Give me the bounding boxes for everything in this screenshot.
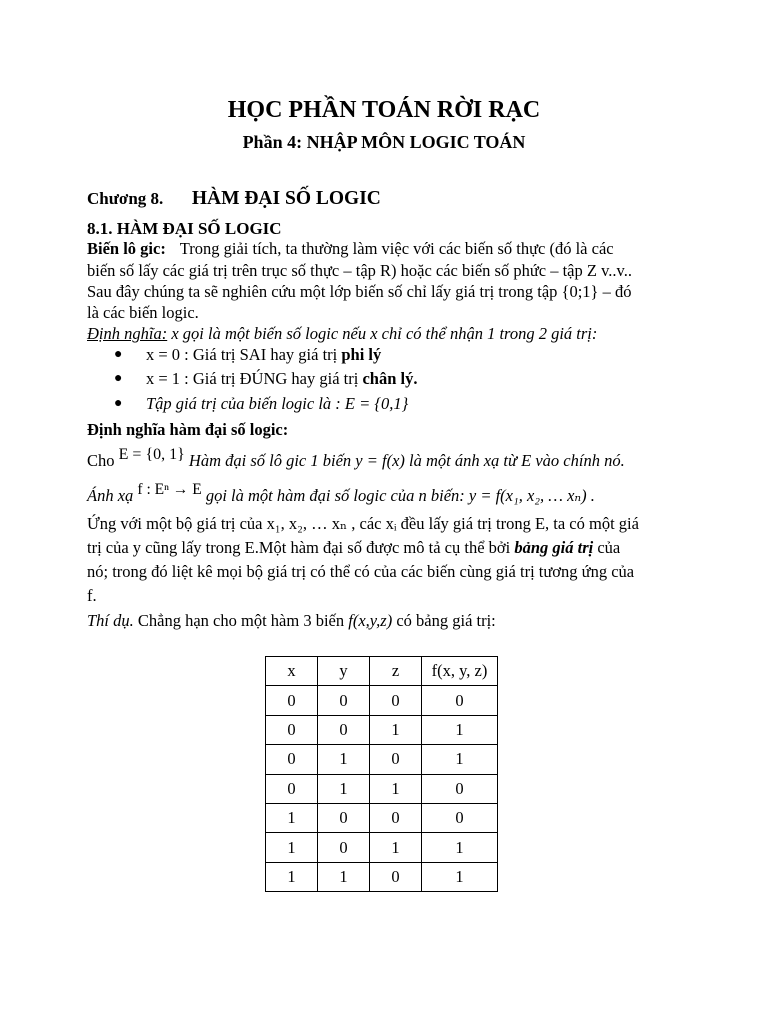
bullet-item-1: x = 0 : Giá trị SAI hay giá trị phi lý [146,345,382,364]
page-subtitle: Phần 4: NHẬP MÔN LOGIC TOÁN [242,132,526,152]
page-title: HỌC PHẦN TOÁN RỜI RẠC [227,97,541,123]
table-header-row [266,657,498,686]
table-cell: 0 [370,686,422,715]
intro-line-3: Sau đây chúng ta sẽ nghiên cứu một lớp biến số chỉ lấy giá trị trong tập {0;1} – đó [87,282,632,301]
section-heading: 8.1. HÀM ĐẠI SỐ LOGIC [87,219,282,238]
table-cell: 1 [370,833,422,862]
table-cell: 0 [266,745,318,774]
table-header-cell: y [318,657,370,686]
bullet-icon: ● [114,396,123,411]
chapter-heading [87,189,381,209]
table-cell: 0 [318,803,370,832]
function-def-heading: Định nghĩa hàm đại số logic: [87,420,289,439]
table-row [266,862,498,891]
table-header-cell: x [266,657,318,686]
definition: Định nghĩa: x gọi là một biến số logic nếu x chỉ có thể nhận 1 trong 2 giá trị: [87,324,598,343]
truth-table [265,656,498,892]
table-row [266,833,498,862]
table-cell: 1 [370,774,422,803]
table-header-cell: z [370,657,422,686]
table-cell: 1 [318,774,370,803]
table-cell: 0 [422,686,498,715]
table-cell: 0 [318,715,370,744]
function-def-p3: nó; trong đó liệt kê mọi bộ giá trị có thể có của các biến cùng giá trị tương ứng của [87,562,635,581]
function-def-line-2: Ánh xạ f : Eⁿ → E gọi là một hàm đại số logic của n biến: y = f(x₁, x₂, … xₙ) . [87,481,595,505]
table-cell: 0 [266,774,318,803]
table-row [266,803,498,832]
table-cell: 0 [318,833,370,862]
table-row [266,715,498,744]
table-cell: 0 [422,774,498,803]
table-cell: 1 [370,715,422,744]
table-cell: 1 [266,862,318,891]
table-row [266,745,498,774]
bullet-item-2: x = 1 : Giá trị ĐÚNG hay giá trị chân lý. [146,369,418,388]
table-cell: 1 [422,745,498,774]
table-cell: 1 [318,862,370,891]
function-def-line-1: Cho E = {0, 1} Hàm đại số lô gic 1 biến y = f(x) là một ánh xạ từ E vào chính nó. [87,446,625,470]
intro-term: Biến lô gic: [87,239,166,258]
function-def-p2: trị của y cũng lấy trong E.Một hàm đại số được mô tả cụ thể bởi bảng giá trị của [87,538,621,557]
bullet-icon: ● [114,347,123,362]
table-cell: 0 [266,686,318,715]
table-row [266,774,498,803]
table-cell: 0 [370,862,422,891]
definition-label: Định nghĩa: [87,324,168,343]
bullet-icon: ● [114,371,123,386]
table-header-cell: f(x, y, z) [422,657,498,686]
map-formula: f : Eⁿ → E [137,481,202,498]
function-def-p4: f. [87,586,97,605]
table-cell: 1 [318,745,370,774]
table-cell: 0 [422,803,498,832]
table-cell: 1 [266,803,318,832]
bullet-item-3: Tập giá trị của biến logic là : E = {0,1} [146,394,409,413]
intro-line-1: Biến lô gic: Trong giải tích, ta thường làm việc với các biến số thực (đó là các [87,239,614,258]
table-cell: 0 [370,745,422,774]
table-cell: 1 [266,833,318,862]
chapter-label: Chương 8. [87,189,164,208]
table-row [266,686,498,715]
set-formula: E = {0, 1} [118,446,185,463]
table-cell: 1 [422,862,498,891]
intro-line-4: là các biến logic. [87,303,199,322]
table-cell: 1 [422,833,498,862]
table-cell: 0 [266,715,318,744]
chapter-title: HÀM ĐẠI SỐ LOGIC [191,188,381,209]
table-cell: 0 [318,686,370,715]
table-cell: 1 [422,715,498,744]
function-def-p1: Ứng với một bộ giá trị của x₁, x₂, … xₙ , các xᵢ đều lấy giá trị trong E, ta có một giá [87,514,639,533]
intro-line-2: biến số lấy các giá trị trên trục số thực – tập R) hoặc các biến số phức – tập Z v..v.. [87,261,632,280]
table-cell: 0 [370,803,422,832]
example-line: Thí dụ. Chẳng hạn cho một hàm 3 biến f(x,y,z) có bảng giá trị: [87,611,496,630]
